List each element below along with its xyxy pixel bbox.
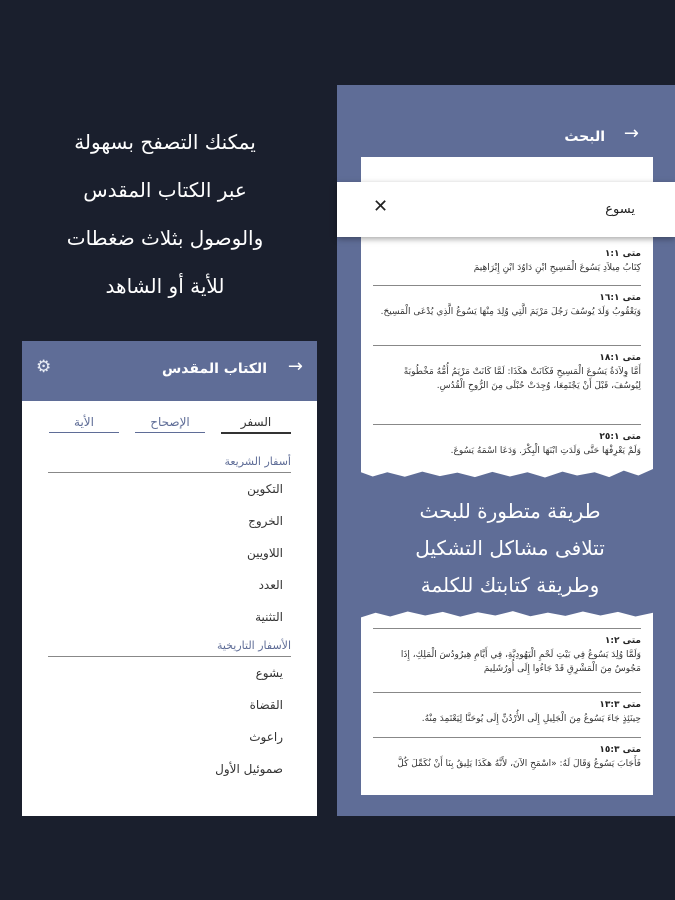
arrow-right-icon[interactable]: → <box>287 356 303 377</box>
verse-reference: متى ١٦:١ <box>599 293 641 303</box>
verse-reference: متى ١:٢ <box>604 636 641 646</box>
search-result[interactable] <box>373 743 641 771</box>
verse-text: وَيَعْقُوبُ وَلَدَ يُوسُفَ رَجُلَ مَرْيَمَ الَّتِي وُلِدَ مِنْهَا يَسُوعُ الَّذِي يُدْعَى الْمَسِيحَ. <box>380 307 641 317</box>
divider <box>373 424 641 425</box>
divider <box>373 692 641 693</box>
divider <box>373 345 641 346</box>
book-item[interactable]: صموئيل الأول <box>215 762 283 776</box>
book-item[interactable]: التكوين <box>247 482 283 496</box>
verse-reference: متى ٢٥:١ <box>599 432 641 442</box>
search-result[interactable] <box>373 247 641 275</box>
divider <box>373 737 641 738</box>
verse-reference: متى ١٥:٣ <box>599 745 641 755</box>
verse-text: أَمَّا وِلاَدَةُ يَسُوعَ الْمَسِيحِ فَكَانَتْ هكَذَا: لَمَّا كَانَتْ مَرْيَمُ أُمُّهُ مَخْطُوبَةً لِيُوسُفَ، قَبْلَ أَنْ يَجْتَمِعَا، وُجِدَتْ حُبْلَى مِنَ الرُّوحِ الْقُدُسِ. <box>403 367 641 391</box>
app-header <box>22 341 317 401</box>
arrow-right-icon[interactable]: → <box>623 123 639 144</box>
verse-text: حِينَئِذٍ جَاءَ يَسُوعُ مِنَ الْجَلِيلِ إِلَى الأُرْدُنِّ إِلَى يُوحَنَّا لِيَعْتَمِدَ مِنْهُ. <box>421 714 641 724</box>
promo-line: طريقة متطورة للبحث <box>419 499 601 523</box>
book-item[interactable]: راعوث <box>249 730 283 744</box>
promo-text-middle <box>380 493 640 604</box>
search-result[interactable] <box>373 351 641 393</box>
verse-text: وَلَمَّا وُلِدَ يَسُوعُ فِي بَيْتِ لَحْمِ الْيَهُودِيَّةِ، فِي أَيَّامِ هِيرُودُسَ الْمَلِكِ، إِذَا مَجُوسٌ مِنَ الْمَشْرِقِ قَدْ جَاءُوا إِلَى أُورُشَلِيمَ <box>400 650 641 674</box>
page-title: البحث <box>564 129 605 145</box>
section-header: أسفار الشريعة <box>48 449 291 473</box>
divider <box>373 628 641 629</box>
book-item[interactable]: الخروج <box>248 514 283 528</box>
promo-line: للأية أو الشاهد <box>105 274 225 298</box>
search-result[interactable] <box>373 430 641 458</box>
promo-line: تتلافى مشاكل التشكيل <box>415 536 605 560</box>
promo-line: وطريقة كتابتك للكلمة <box>420 573 600 597</box>
promo-text-top <box>40 118 290 310</box>
verse-reference: متى ١٣:٣ <box>599 700 641 710</box>
section-header: الأسفار التاريخية <box>48 633 291 657</box>
verse-reference: متى ١:١ <box>604 249 641 259</box>
search-bar <box>337 182 675 237</box>
book-item[interactable]: العدد <box>258 578 283 592</box>
book-item[interactable]: اللاويين <box>246 546 283 560</box>
search-input[interactable]: يسوع <box>605 202 635 217</box>
search-result[interactable] <box>373 698 641 726</box>
tab-bar <box>22 401 317 449</box>
promo-line: والوصول بثلاث ضغطات <box>66 226 264 250</box>
book-item[interactable]: يشوع <box>255 666 283 680</box>
verse-text: كِتَابُ مِيلاَدِ يَسُوعَ الْمَسِيحِ ابْنِ دَاوُدَ ابْنِ إِبْرَاهِيمَ <box>473 263 641 273</box>
book-item[interactable]: القضاة <box>249 698 283 712</box>
tab-chapter[interactable]: الإصحاح <box>135 415 205 433</box>
divider <box>373 285 641 286</box>
tab-verse[interactable]: الأية <box>49 415 119 433</box>
page-title: الكتاب المقدس <box>161 361 267 377</box>
search-result[interactable] <box>373 291 641 319</box>
close-icon[interactable]: ✕ <box>373 196 389 217</box>
verse-reference: متى ١٨:١ <box>599 353 641 363</box>
gear-icon[interactable]: ⚙ <box>36 357 52 377</box>
tab-book[interactable]: السفر <box>221 415 291 434</box>
browse-screen <box>22 341 317 816</box>
search-result[interactable] <box>373 634 641 676</box>
verse-text: وَلَمْ يَعْرِفْهَا حَتَّى وَلَدَتِ ابْنَهَا الْبِكْرَ. وَدَعَا اسْمَهُ يَسُوعَ. <box>450 446 641 456</box>
verse-text: فَأَجَابَ يَسُوعُ وَقَالَ لَهُ: «اسْمَحِ الآنَ، لأَنَّهُ هكَذَا يَلِيقُ بِنَا أَنْ نُكَمِّلَ كُلَّ <box>397 759 641 769</box>
book-item[interactable]: التثنية <box>255 610 283 624</box>
promo-line: عبر الكتاب المقدس <box>83 178 247 202</box>
promo-line: يمكنك التصفح بسهولة <box>74 130 256 154</box>
